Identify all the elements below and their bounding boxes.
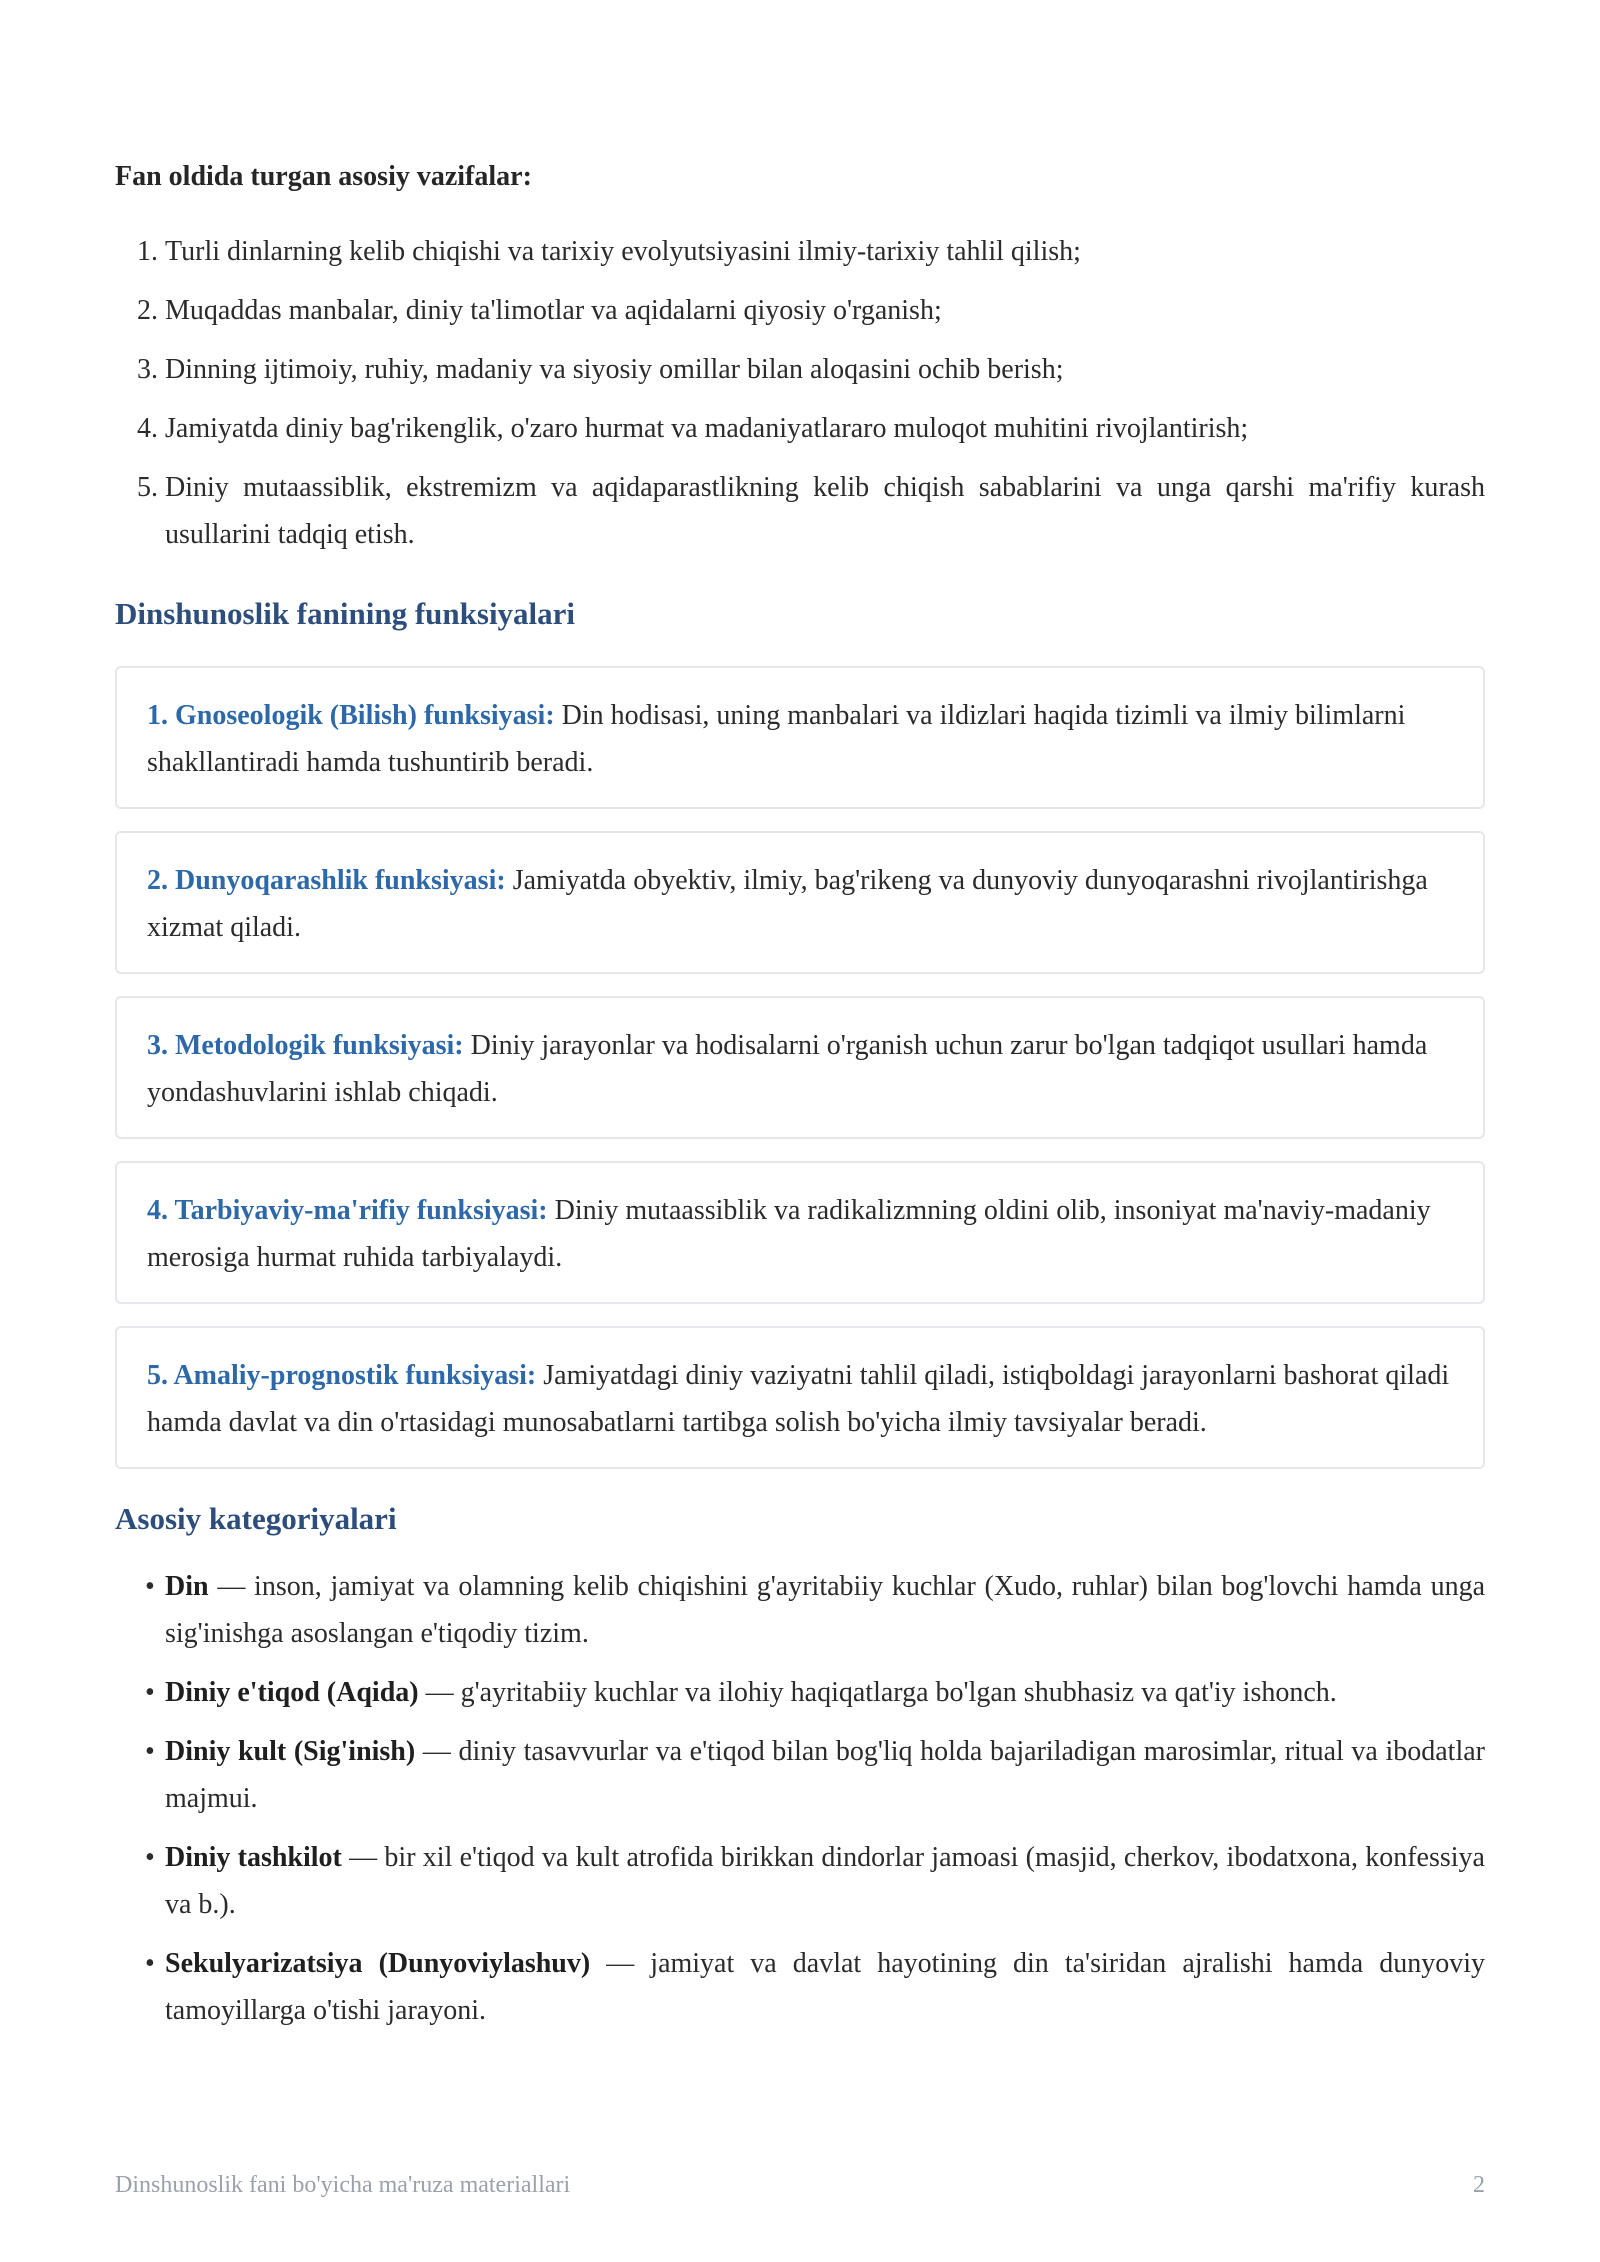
list-item: 2. Muqaddas manbalar, diniy ta'limotlar va aqidalarni qiyosiy o'rganish; [165, 287, 1485, 334]
function-card-gnoseological [115, 666, 1485, 809]
function-title: 2. Dunyoqarashlik funksiyasi: [147, 865, 506, 896]
function-text: Diniy mutaassiblik va radikalizmning oldini olib, insoniyat ma'naviy-madaniy merosiga hurmat ruhida tarbiyalaydi. [147, 1195, 1431, 1273]
category-term: Sekulyarizatsiya (Dunyoviylashuv) [165, 1948, 591, 1979]
list-item [145, 1563, 1485, 1657]
function-card-prognostic [115, 1326, 1485, 1469]
tasks-list [115, 228, 1485, 558]
category-text: — g'ayritabiiy kuchlar va ilohiy haqiqatlarga bo'lgan shubhasiz va qat'iy ishonch. [418, 1677, 1337, 1708]
category-term: Diniy e'tiqod (Aqida) [165, 1677, 419, 1708]
function-card-worldview [115, 831, 1485, 974]
function-card-educational [115, 1161, 1485, 1304]
document-page [115, 150, 1485, 2046]
category-text: — bir xil e'tiqod va kult atrofida birikkan dindorlar jamoasi (masjid, cherkov, ibodatxona, konfessiya va b.). [165, 1842, 1485, 1920]
list-item: 4. Jamiyatda diniy bag'rikenglik, o'zaro hurmat va madaniyatlararo muloqot muhitini rivojlantirish; [165, 405, 1485, 452]
function-title: 4. Tarbiyaviy-ma'rifiy funksiyasi: [147, 1195, 548, 1226]
function-card-methodological [115, 996, 1485, 1139]
functions-heading: Dinshunoslik fanining funksiyalari [115, 596, 576, 631]
bullet: • [145, 1571, 155, 1602]
function-text: Diniy jarayonlar va hodisalarni o'rganish uchun zarur bo'lgan tadqiqot usullari hamda yondashuvlarini ishlab chiqadi. [147, 1030, 1428, 1108]
category-term: Diniy kult (Sig'inish) [165, 1736, 416, 1767]
list-item: 3. Dinning ijtimoiy, ruhiy, madaniy va siyosiy omillar bilan aloqasini ochib berish; [165, 346, 1485, 393]
list-item [145, 1940, 1485, 2034]
bullet: • [145, 1842, 155, 1873]
function-title: 3. Metodologik funksiyasi: [147, 1030, 464, 1061]
bullet: • [145, 1736, 155, 1767]
category-text: — diniy tasavvurlar va e'tiqod bilan bog'liq holda bajariladigan marosimlar, ritual va ibodatlar majmui. [165, 1736, 1485, 1814]
list-item [145, 1834, 1485, 1928]
list-item [145, 1669, 1485, 1716]
bullet: • [145, 1948, 155, 1979]
page-number: 2 [1473, 2172, 1485, 2198]
footer-title: Dinshunoslik fani bo'yicha ma'ruza materiallari [115, 2172, 571, 2198]
categories-heading: Asosiy kategoriyalari [115, 1501, 397, 1536]
function-text: Jamiyatda obyektiv, ilmiy, bag'rikeng va dunyoviy dunyoqarashni rivojlantirishga xizmat qiladi. [147, 865, 1428, 943]
category-term: Diniy tashkilot [165, 1842, 342, 1873]
tasks-heading: Fan oldida turgan asosiy vazifalar: [115, 161, 532, 192]
page-footer [115, 2172, 1485, 2199]
function-title: 1. Gnoseologik (Bilish) funksiyasi: [147, 700, 555, 731]
category-term: Din [165, 1571, 209, 1602]
bullet: • [145, 1677, 155, 1708]
function-text: Jamiyatdagi diniy vaziyatni tahlil qiladi, istiqboldagi jarayonlarni bashorat qiladi hamda davlat va din o'rtasidagi munosabatlarni tartibga solish bo'yicha ilmiy tavsiyalar beradi. [147, 1360, 1450, 1438]
list-item: 1. Turli dinlarning kelib chiqishi va tarixiy evolyutsiyasini ilmiy-tarixiy tahlil qilish; [165, 228, 1485, 275]
list-item [145, 1728, 1485, 1822]
category-text: — jamiyat va davlat hayotining din ta'siridan ajralishi hamda dunyoviy tamoyillarga o'tishi jarayoni. [165, 1948, 1485, 2026]
category-text: — inson, jamiyat va olamning kelib chiqishini g'ayritabiiy kuchlar (Xudo, ruhlar) bilan bog'lovchi hamda unga sig'inishga asoslangan e'tiqodiy tizim. [165, 1571, 1485, 1649]
function-text: Din hodisasi, uning manbalari va ildizlari haqida tizimli va ilmiy bilimlarni shakllantiradi hamda tushuntirib beradi. [147, 700, 1406, 778]
function-title: 5. Amaliy-prognostik funksiyasi: [147, 1360, 537, 1391]
categories-list [115, 1563, 1485, 2034]
list-item: 5. Diniy mutaassiblik, ekstremizm va aqidaparastlikning kelib chiqish sabablarini va unga qarshi ma'rifiy kurash usullarini tadqiq etish. [165, 464, 1485, 558]
